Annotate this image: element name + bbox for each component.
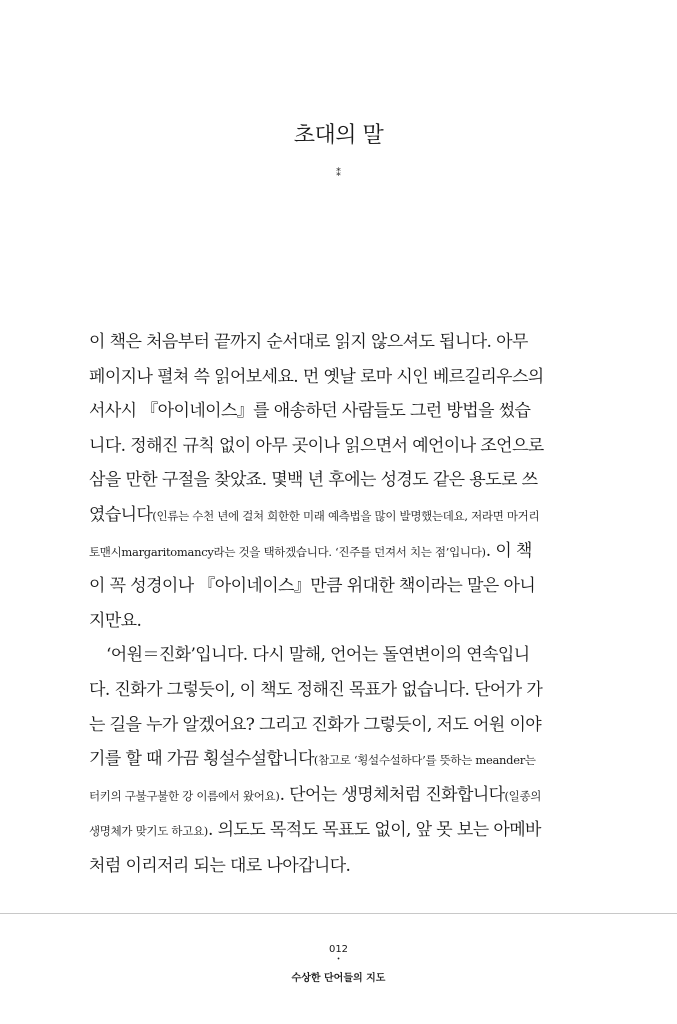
body-text [89, 325, 544, 884]
chapter-title: 초대의 말 [293, 123, 384, 148]
page-number: 012 [328, 944, 349, 955]
paragraph-2-aside-1: (참고로 ‘횡설수설하다’를 뜻하는 meander는 터키의 구불구불한 강 이름에서 왔어요) [89, 753, 536, 803]
paragraph-2-main: ‘어원＝진화’입니다. 다시 말해, 언어는 돌연변이의 연속입니다. 진화가 그렇듯이, 이 책도 정해진 목표가 없습니다. 단어가 가는 길을 누가 알겠어요? 그리고 진화가 그렇듯이, 저도 어원 이야기를 할 때 가끔 횡설수설합니다 [89, 645, 543, 770]
footer-dot-ornament: • [336, 956, 341, 963]
paragraph-2-aside-2: (일종의 생명체가 맞기도 하고요) [89, 788, 542, 839]
paragraph-1-main: 이 책은 처음부터 끝까지 순서대로 읽지 않으셔도 됩니다. 아무 페이지나 펼쳐 쓱 읽어보세요. 먼 옛날 로마 시인 베르길리우스의 서사시 『아이네이스』를 애송하던 사람들도 그런 방법을 썼습니다. 정해진 규칙 없이 아무 곳이나 읽으면서 예언이나 조언으로 삼을 만한 구절을 찾았죠. 몇백 년 후에는 성경도 같은 용도로 쓰였습니다 [89, 332, 544, 525]
paragraph-1-end: . 이 책이 꼭 성경이나 『아이네이스』만큼 위대한 책이라는 말은 아니지만요. [89, 540, 536, 631]
paragraph-2-end: . 의도도 목적도 목표도 없이, 앞 못 보는 아메바처럼 이리저리 되는 대로 나아갑니다. [89, 820, 541, 876]
paragraph-1-aside: (인류는 수천 년에 걸쳐 희한한 미래 예측법을 많이 발명했는데요, 저라면 마거리토맨시margaritomancy라는 것을 택하겠습니다. ‘진주를 던져서 치는 점’입니다) [89, 508, 540, 559]
running-book-title: 수상한 단어들의 지도 [291, 973, 386, 984]
paragraph-2 [89, 638, 544, 883]
footer-divider [0, 913, 677, 914]
asterism-ornament: ⁑ [336, 169, 341, 179]
paragraph-1 [89, 325, 544, 638]
paragraph-2-mid: . 단어는 생명체처럼 진화합니다 [279, 784, 505, 805]
